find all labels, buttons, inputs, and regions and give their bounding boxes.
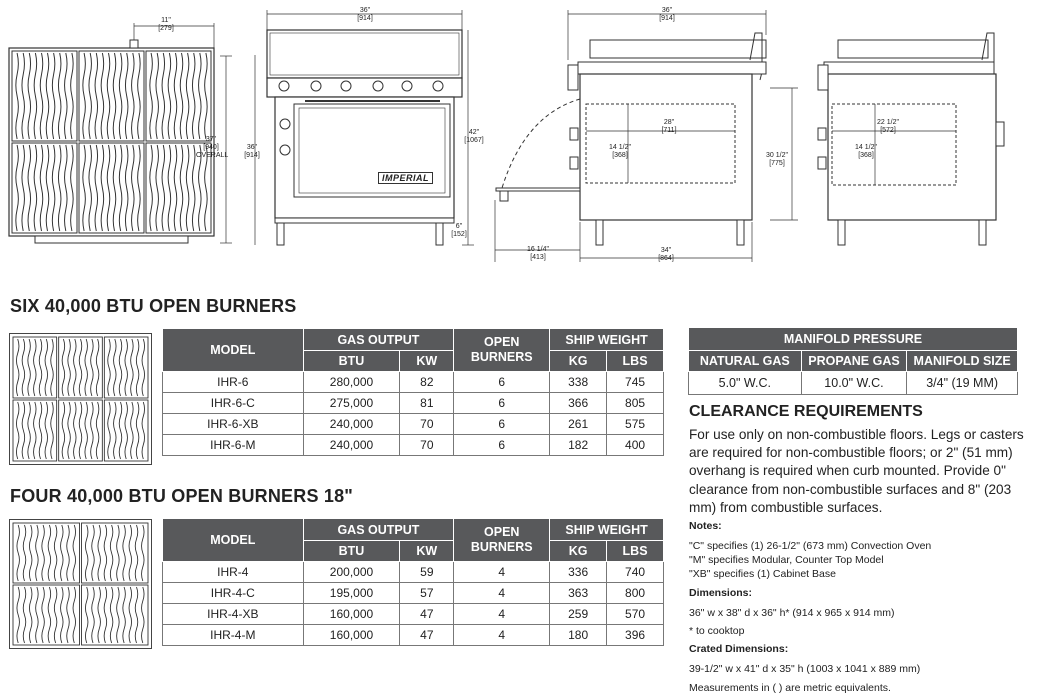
cell-lbs: 396 [607,625,664,646]
notes-title: Notes: [689,520,722,532]
grate-bar [68,402,71,459]
grate-bar [125,339,128,396]
cell-kw: 59 [400,562,454,583]
grate-bar [74,339,77,396]
dimensions-title: Dimensions: [689,587,753,599]
grate-bar [29,587,32,643]
grate-bar [114,339,117,396]
cell-kw: 47 [400,604,454,625]
table-row [163,435,664,456]
grate-bar [16,402,19,459]
grate-bar [136,339,139,396]
grate-bar [85,525,88,581]
dim-cabinet-width: 22 1/2" [572] [877,119,899,134]
grate-bar [135,525,138,581]
cell-burners: 4 [454,604,550,625]
col-model: MODEL [163,329,304,372]
grate-bar [28,339,31,396]
grate-bar [142,339,145,396]
grate-bar [42,525,45,581]
cell-btu: 160,000 [303,604,400,625]
col-kw: KW [400,541,454,562]
dim-leg-height: 6" [152] [451,223,467,238]
note-line: "M" specifies Modular, Counter Top Model [689,554,884,566]
col-kg: KG [550,541,607,562]
grate-bar [51,339,54,396]
grate-bar [117,525,120,581]
grate-bar [62,402,65,459]
six-burner-grate-thumbnail [9,333,152,465]
dim-door-swing: 16 1/4" [413] [527,246,549,261]
top-view-drawing [0,0,240,262]
table-row [163,583,664,604]
grate-bar [45,339,48,396]
cell-burners: 6 [454,393,550,414]
grate-bar [39,339,42,396]
grate-bar [110,587,113,643]
grate-bar [119,402,122,459]
grate-bar [142,525,145,581]
four-burner-grate-thumbnail [9,519,152,649]
col-ship-weight: SHIP WEIGHT [550,329,664,351]
grate-bar [62,339,65,396]
grate-bar [96,339,99,396]
grate-bar [61,525,64,581]
grate-bar [16,339,19,396]
grate-bar [104,587,107,643]
dim-depth: 34" [864] [658,247,674,262]
dim-front-height: 36" [914] [244,144,260,159]
grate-bar [67,525,70,581]
grate-bar [42,587,45,643]
grate-bar [23,587,26,643]
cell-kg: 338 [550,372,607,393]
grate-bar [91,339,94,396]
dim-side-height: 30 1/2" [775] [766,152,788,167]
grate-bar [79,402,82,459]
dim-oven-height: 14 1/2" [368] [609,144,631,159]
cell-lbs: 805 [607,393,664,414]
cell-natural-gas: 5.0" W.C. [689,372,802,395]
grate-bar [96,402,99,459]
grate-bar [123,587,126,643]
col-kg: KG [550,351,607,372]
grate-bar [48,525,51,581]
grate-bar [119,339,122,396]
col-lbs: LBS [607,541,664,562]
grate-bar [104,525,107,581]
six-burners-table [162,328,664,456]
grate-bar [17,587,20,643]
grate-bar [129,587,132,643]
grate-bar [68,339,71,396]
clearance-title: CLEARANCE REQUIREMENTS [689,403,923,420]
cell-kg: 180 [550,625,607,646]
cell-lbs: 400 [607,435,664,456]
cell-burners: 6 [454,414,550,435]
cell-manifold-size: 3/4" (19 MM) [907,372,1018,395]
metric-note: Measurements in ( ) are metric equivalents. [689,682,891,694]
table-row [163,372,664,393]
grate-bar [51,402,54,459]
grate-bar [34,402,37,459]
dim-cabinet-height: 14 1/2" [368] [855,144,877,159]
grate-bar [108,402,111,459]
grate-bar [92,525,95,581]
cell-lbs: 575 [607,414,664,435]
clearance-body: For use only on non-combustible floors. Legs or casters are required for non-combustible floors; or 2" (51 mm) overhang is required when curb mounted. Provide 0" clearance from non-combustible surfaces and 8" (203 mm) from combustible surfaces. [689,427,1024,515]
grate-bar [98,525,101,581]
table-row [689,372,1018,395]
cell-kg: 182 [550,435,607,456]
grate-bar [131,402,134,459]
cell-btu: 240,000 [303,414,400,435]
cell-model: IHR-6-XB [163,414,304,435]
note-line: "C" specifies (1) 26-1/2" (673 mm) Convection Oven [689,540,932,552]
grate-bar [73,525,76,581]
cell-btu: 275,000 [303,393,400,414]
table-row [163,604,664,625]
brand-logo: IMPERIAL [378,172,433,184]
cell-kw: 70 [400,414,454,435]
cell-kg: 363 [550,583,607,604]
col-manifold-size: MANIFOLD SIZE [907,351,1018,372]
cell-btu: 195,000 [303,583,400,604]
grate-bar [45,402,48,459]
cell-burners: 6 [454,372,550,393]
col-ship-weight: SHIP WEIGHT [550,519,664,541]
grate-bar [85,402,88,459]
manifold-title: MANIFOLD PRESSURE [689,328,1018,351]
col-btu: BTU [303,351,400,372]
four-burners-table [162,518,664,646]
grate-bar [39,402,42,459]
cell-model: IHR-4 [163,562,304,583]
dim-front-width: 36" [914] [357,7,373,22]
col-btu: BTU [303,541,400,562]
col-lbs: LBS [607,351,664,372]
grate-bar [67,587,70,643]
grate-bar [17,525,20,581]
grate-bar [85,339,88,396]
manifold-pressure-table [688,327,1018,395]
grate-bar [98,587,101,643]
grate-bar [34,339,37,396]
grate-bar [91,402,94,459]
grate-bar [22,402,25,459]
crated-dimensions-text: 39-1/2" w x 41" d x 35" h (1003 x 1041 x 889 mm) [689,663,921,675]
table-row [163,393,664,414]
grate-bar [85,587,88,643]
grate-bar [136,402,139,459]
grate-bar [54,587,57,643]
cell-btu: 240,000 [303,435,400,456]
cell-btu: 200,000 [303,562,400,583]
cell-kw: 82 [400,372,454,393]
grate-bar [142,587,145,643]
cell-btu: 280,000 [303,372,400,393]
dimensions-note: * to cooktop [689,625,745,637]
col-gas-output: GAS OUTPUT [303,329,454,351]
cell-model: IHR-6 [163,372,304,393]
grate-bar [22,339,25,396]
grate-bar [125,402,128,459]
four-burners-title: FOUR 40,000 BTU OPEN BURNERS 18" [10,486,354,506]
side-view-cabinet-drawing [805,0,1015,262]
grate-bar [92,587,95,643]
cell-burners: 4 [454,625,550,646]
dim-side-width: 36" [914] [659,7,675,22]
grate-bar [79,339,82,396]
grate-bar [129,525,132,581]
cell-model: IHR-4-M [163,625,304,646]
table-row [163,625,664,646]
cell-kw: 47 [400,625,454,646]
grate-bar [36,587,39,643]
col-propane-gas: PROPANE GAS [801,351,907,372]
grate-bar [135,587,138,643]
note-line: "XB" specifies (1) Cabinet Base [689,568,836,580]
dimensions-text: 36" w x 38" d x 36" h* (914 x 965 x 914 mm) [689,607,895,619]
crated-dimensions-title: Crated Dimensions: [689,643,789,655]
grate-bar [36,525,39,581]
dim-top-width: 11" [279] [158,17,174,32]
grate-bar [142,402,145,459]
cell-btu: 160,000 [303,625,400,646]
grate-bar [29,525,32,581]
grate-bar [73,587,76,643]
side-view-oven-drawing [490,0,800,262]
cell-kg: 366 [550,393,607,414]
grate-bar [61,587,64,643]
cell-burners: 4 [454,583,550,604]
grate-bar [114,402,117,459]
cell-kw: 81 [400,393,454,414]
dim-back-height: 42" [1067] [464,129,484,144]
grate-bar [54,525,57,581]
grate-bar [28,402,31,459]
col-kw: KW [400,351,454,372]
col-gas-output: GAS OUTPUT [303,519,454,541]
cell-lbs: 740 [607,562,664,583]
front-view-drawing [240,0,480,262]
cell-kw: 70 [400,435,454,456]
col-natural-gas: NATURAL GAS [689,351,802,372]
cell-burners: 6 [454,435,550,456]
grate-bar [74,402,77,459]
cell-kg: 259 [550,604,607,625]
cell-model: IHR-6-M [163,435,304,456]
six-burners-title: SIX 40,000 BTU OPEN BURNERS [10,296,297,316]
col-model: MODEL [163,519,304,562]
col-open-burners: OPEN BURNERS [454,329,550,372]
table-row [163,414,664,435]
grate-bar [108,339,111,396]
cell-lbs: 800 [607,583,664,604]
cell-kw: 57 [400,583,454,604]
cell-kg: 261 [550,414,607,435]
grate-bar [123,525,126,581]
cell-lbs: 570 [607,604,664,625]
cell-model: IHR-4-XB [163,604,304,625]
col-open-burners: OPEN BURNERS [454,519,550,562]
grate-bar [110,525,113,581]
cell-kg: 336 [550,562,607,583]
grate-bar [23,525,26,581]
cell-lbs: 745 [607,372,664,393]
dim-oven-width: 28" [711] [661,119,677,134]
table-row [163,562,664,583]
grate-bar [117,587,120,643]
cell-propane-gas: 10.0" W.C. [801,372,907,395]
dim-overall-height: 37" [940] OVERALL [196,136,229,159]
grate-bar [48,587,51,643]
cell-burners: 4 [454,562,550,583]
grate-bar [131,339,134,396]
cell-model: IHR-6-C [163,393,304,414]
cell-model: IHR-4-C [163,583,304,604]
